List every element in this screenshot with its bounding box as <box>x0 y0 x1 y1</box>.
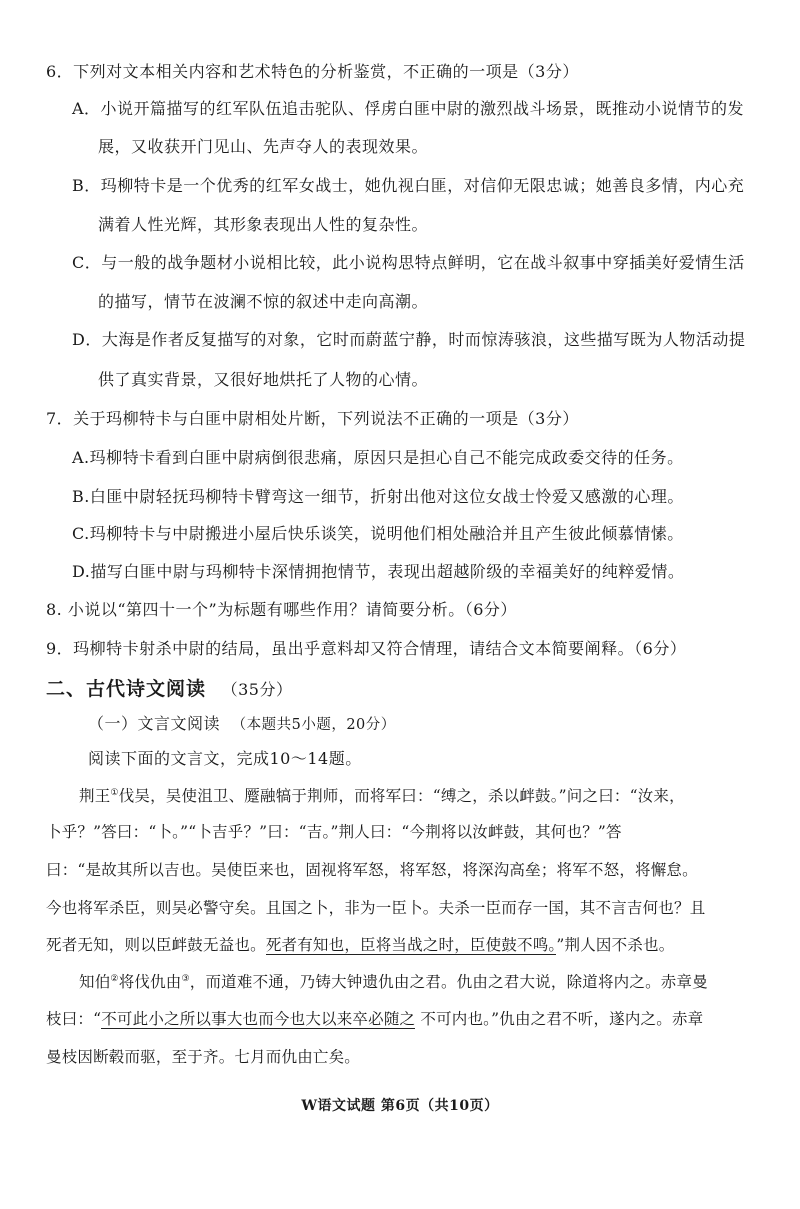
passage-line-4: 今也将军杀臣，则吴必警守矣。且国之卜，非为一臣卜。夫杀一臣而存一国，其不言吉何也？且 <box>46 899 706 917</box>
passage-text: 枝曰：“ <box>46 1010 102 1028</box>
subsection-1-title: （一）文言文阅读 <box>88 714 221 733</box>
footnote-marker-2: ② <box>110 973 119 984</box>
question-7-option-b: B.白匪中尉轻抚玛柳特卡臂弯这一细节，折射出他对这位女战士怜爱又感激的心理。 <box>72 487 684 506</box>
question-7-stem: 7．关于玛柳特卡与白匪中尉相处片断，下列说法不正确的一项是（3分） <box>46 409 579 428</box>
question-7-option-d: D.描写白匪中尉与玛柳特卡深情拥抱情节，表现出超越阶级的幸福美好的纯粹爱情。 <box>72 562 685 581</box>
passage-text: ”荆人因不杀也。 <box>556 936 675 954</box>
question-6-option-c-line1: C．与一般的战争题材小说相比较，此小说构思特点鲜明，它在战斗叙事中穿插美好爱情生活 <box>72 253 745 272</box>
question-9: 9．玛柳特卡射杀中尉的结局，虽出乎意料却又符合情理，请结合文本简要阐释。（6分） <box>46 639 687 658</box>
passage-text: ，而道难不通，乃铸大钟遗仇由之君。仇由之君大说，除道将内之。赤章曼 <box>189 973 708 991</box>
passage-line-1 <box>79 784 685 808</box>
question-6-option-a-line1: A．小说开篇描写的红军队伍追击驼队、俘虏白匪中尉的激烈战斗场景，既推动小说情节的发 <box>72 99 745 118</box>
passage-text: 伐吴，吴使沮卫、蹷融犒于荆师，而将军曰：“缚之，杀以衅鼓。”问之曰：“汝来， <box>118 787 685 805</box>
passage-line-5 <box>46 933 674 957</box>
passage-line-6 <box>79 970 708 994</box>
underlined-sentence-2: 不可此小之所以事大也而今也大以来卒必随之 <box>101 1010 416 1028</box>
question-7-option-c: C.玛柳特卡与中尉搬进小屋后快乐谈笑，说明他们相处融洽并且产生彼此倾慕情愫。 <box>72 524 684 543</box>
section-2-heading <box>46 677 292 702</box>
question-6-stem: 6．下列对文本相关内容和艺术特色的分析鉴赏，不正确的一项是（3分） <box>46 62 579 81</box>
question-6-option-b-line1: B．玛柳特卡是一个优秀的红军女战士，她仇视白匪，对信仰无限忠诚；她善良多情，内心充 <box>72 176 745 195</box>
passage-line-8: 曼枝因断毂而驱，至于齐。七月而仇由亡矣。 <box>46 1048 361 1066</box>
passage-line-7 <box>46 1007 703 1031</box>
subsection-1-heading <box>88 712 396 737</box>
footnote-marker-1: ① <box>110 787 119 798</box>
subsection-1-note: （本题共5小题，20分） <box>231 717 396 733</box>
passage-line-3: 曰：“是故其所以吉也。吴使臣来也，固视将军怒，将军怒，将深沟高垒；将军不怒，将懈怠。 <box>46 861 698 879</box>
passage-line-2: 卜乎？”答曰：“卜。”“卜吉乎？”曰：“吉。”荆人曰：“今荆将以汝衅鼓，其何也？”答 <box>46 823 622 841</box>
reading-instruction: 阅读下面的文言文，完成10～14题。 <box>88 749 362 768</box>
question-7-option-a: A.玛柳特卡看到白匪中尉病倒很悲痛，原因只是担心自己不能完成政委交待的任务。 <box>72 448 684 467</box>
section-2-title: 二、古代诗文阅读 <box>46 678 207 700</box>
passage-text: 将伐仇由 <box>118 973 182 991</box>
passage-text: 死者无知，则以臣衅鼓无益也。 <box>46 936 266 954</box>
section-2-score: （35分） <box>221 680 293 699</box>
footnote-marker-3: ③ <box>181 973 190 984</box>
question-8: 8. 小说以“第四十一个”为标题有哪些作用？请简要分析。（6分） <box>46 600 517 619</box>
question-6-option-a-line2: 展，又收获开门见山、先声夺人的表现效果。 <box>98 137 429 156</box>
underlined-sentence-1: 死者有知也，臣将当战之时，臣使鼓不鸣。 <box>265 936 557 954</box>
page-footer: W语文试题 第6页（共10页） <box>301 1098 499 1114</box>
question-6-option-b-line2: 满着人性光辉，其形象表现出人性的复杂性。 <box>98 215 429 234</box>
question-6-option-c-line2: 的描写，情节在波澜不惊的叙述中走向高潮。 <box>98 292 429 311</box>
question-6-option-d-line2: 供了真实背景，又很好地烘托了人物的心情。 <box>98 370 429 389</box>
question-6-option-d-line1: D．大海是作者反复描写的对象，它时而蔚蓝宁静，时而惊涛骇浪，这些描写既为人物活动提 <box>72 330 746 349</box>
passage-text: 知伯 <box>79 973 111 991</box>
passage-text: 荆王 <box>79 787 111 805</box>
passage-text: 不可内也。”仇由之君不听，遂内之。赤章 <box>415 1010 704 1028</box>
